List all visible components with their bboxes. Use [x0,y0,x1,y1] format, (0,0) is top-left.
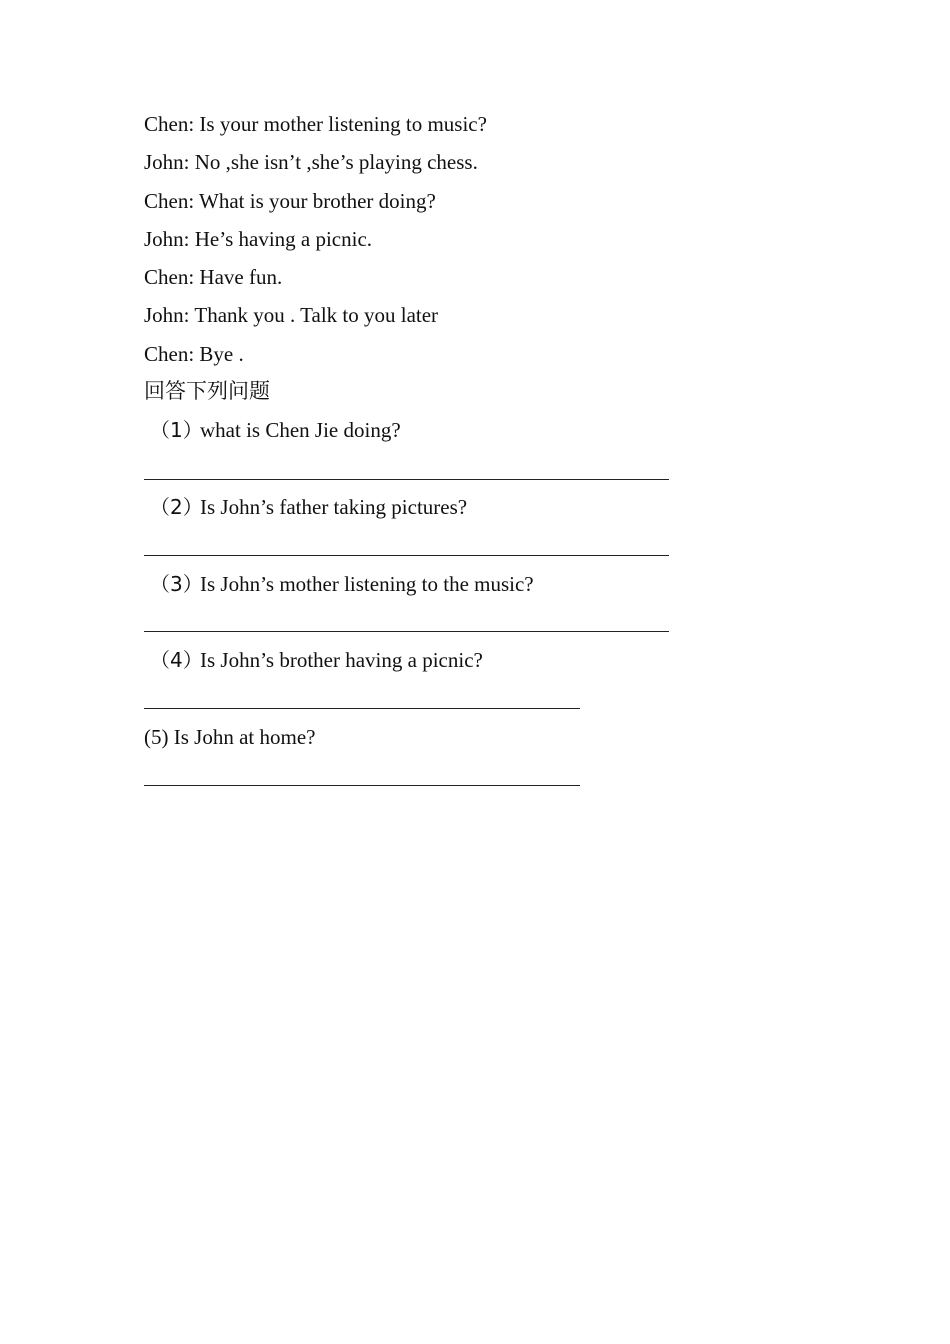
answer-line-5[interactable] [144,785,580,786]
question-number: (5) [144,725,169,749]
dialogue-line: Chen: Is your mother listening to music? [144,112,487,136]
question-2 [144,494,467,520]
question-number: （3） [150,572,203,596]
dialogue-line: Chen: What is your brother doing? [144,189,436,213]
question-number: （4） [150,648,203,672]
question-text: Is John’s brother having a picnic? [200,648,483,672]
answer-line-3[interactable] [144,631,669,632]
dialogue-line: Chen: Have fun. [144,265,283,289]
question-text: Is John’s mother listening to the music? [200,572,534,596]
dialogue-line: John: No ,she isn’t ,she’s playing chess. [144,150,478,174]
question-3 [144,571,534,597]
dialogue-line: John: He’s having a picnic. [144,227,373,251]
question-text: Is John at home? [173,725,316,749]
question-number: （1） [150,418,203,442]
section-title: 回答下列问题 [144,379,270,403]
answer-line-1[interactable] [144,479,669,480]
dialogue-line: John: Thank you . Talk to you later [144,303,439,327]
question-4 [144,647,483,673]
answer-line-2[interactable] [144,555,669,556]
question-text: Is John’s father taking pictures? [200,495,468,519]
question-5 [144,724,315,750]
dialogue-line: Chen: Bye . [144,342,244,366]
question-text: what is Chen Jie doing? [200,418,401,442]
question-1 [144,417,401,443]
question-number: （2） [150,495,203,519]
answer-line-4[interactable] [144,708,580,709]
